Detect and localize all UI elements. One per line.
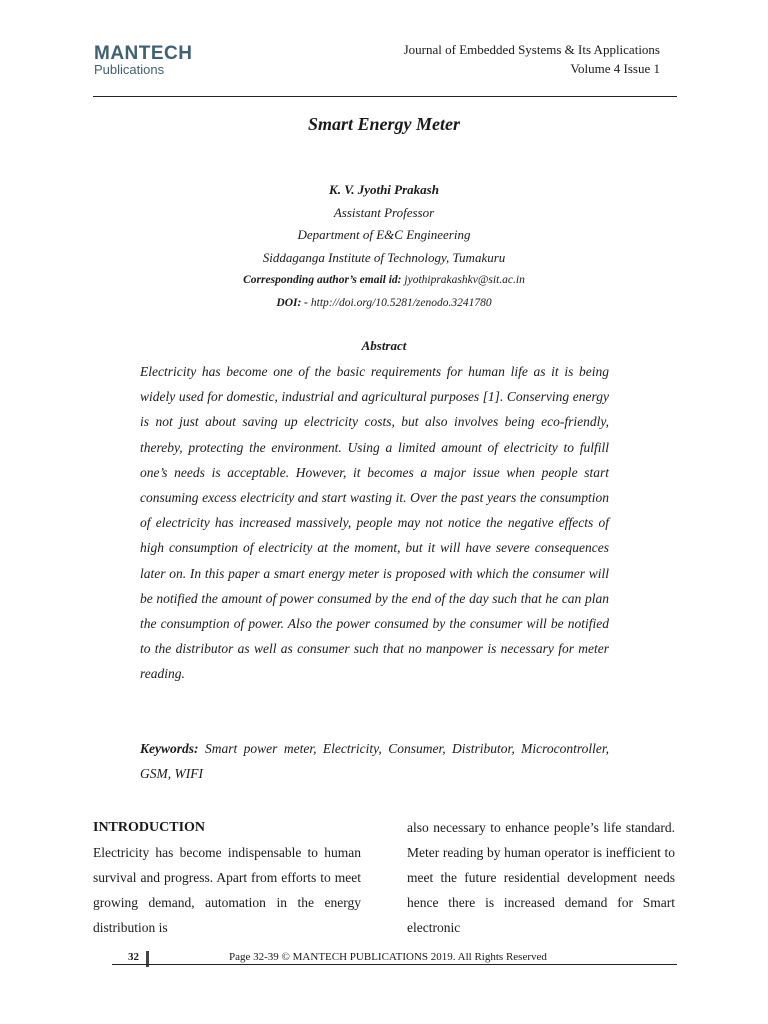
author-department: Department of E&C Engineering [297,227,471,242]
introduction-heading: INTRODUCTION [93,820,206,835]
email-line [0,269,768,292]
doi-label: DOI: - [276,296,309,309]
paper-title: Smart Energy Meter [307,114,460,134]
doi-line [0,292,768,315]
right-column [407,815,675,940]
doi-link[interactable]: http://doi.org/10.5281/zenodo.3241780 [310,296,492,309]
abstract-heading: Abstract [361,338,407,353]
author-institute: Siddaganga Institute of Technology, Tumakuru [262,249,506,265]
logo-wordmark: MANTECH [94,43,193,64]
journal-volume: Volume 4 Issue 1 [570,61,660,76]
footer-copyright: Page 32-39 © MANTECH PUBLICATIONS 2019. All Rights Reserved [229,951,547,963]
logo-subtitle: Publications [94,62,165,77]
publisher-logo [94,44,194,77]
author-block [0,179,768,314]
journal-name: Journal of Embedded Systems & Its Applications [403,42,660,57]
author-position: Assistant Professor [333,204,435,220]
abstract-text: Electricity has become one of the basic requirements for human life as it is being widely used for domestic, industrial and agricultural purposes [1]. Conserving energy is not just about saving up electricity costs, but also involves being eco-friendly, thereby, protecting the environment. Using a limited amount of electricity to fulfill one’s needs is acceptable. However, it becomes a major issue when people start consuming excess electricity and start wasting it. Over the past years the consumption of electricity has increased massively, people may not notice the negative effects of high consumption of electricity at the moment, but it will have severe consequences later on. In this paper a smart energy meter is proposed with which the consumer will be notified the amount of power consumed by the end of the day such that he can plan the consumption of power. Also the power consumed by the consumer will be notified to the distributor as well as consumer such that no manpower is necessary for meter reading. [140,364,609,682]
page-number: 32 [128,951,139,963]
keywords-label: Keywords: [140,741,199,756]
left-column [93,815,361,940]
introduction-left-text: Electricity has become indispensable to human survival and progress. Apart from efforts to meet growing demand, automation in the energy distribution is [93,845,361,935]
author-name: K. V. Jyothi Prakash [329,182,439,197]
header-divider [93,96,677,97]
email-label: Corresponding author’s email id: [243,274,402,286]
keywords-text: Smart power meter, Electricity, Consumer, Distributor, Microcontroller, GSM, WIFI [140,741,610,782]
footer-divider [112,964,677,965]
introduction-right-text: also necessary to enhance people’s life standard. Meter reading by human operator is inefficient to meet the future residential development needs hence there is increased demand for Smart electronic [407,820,675,935]
keywords-paragraph [140,736,609,786]
author-email[interactable]: jyothiprakashkv@sit.ac.in [404,274,525,286]
journal-header [404,40,660,78]
